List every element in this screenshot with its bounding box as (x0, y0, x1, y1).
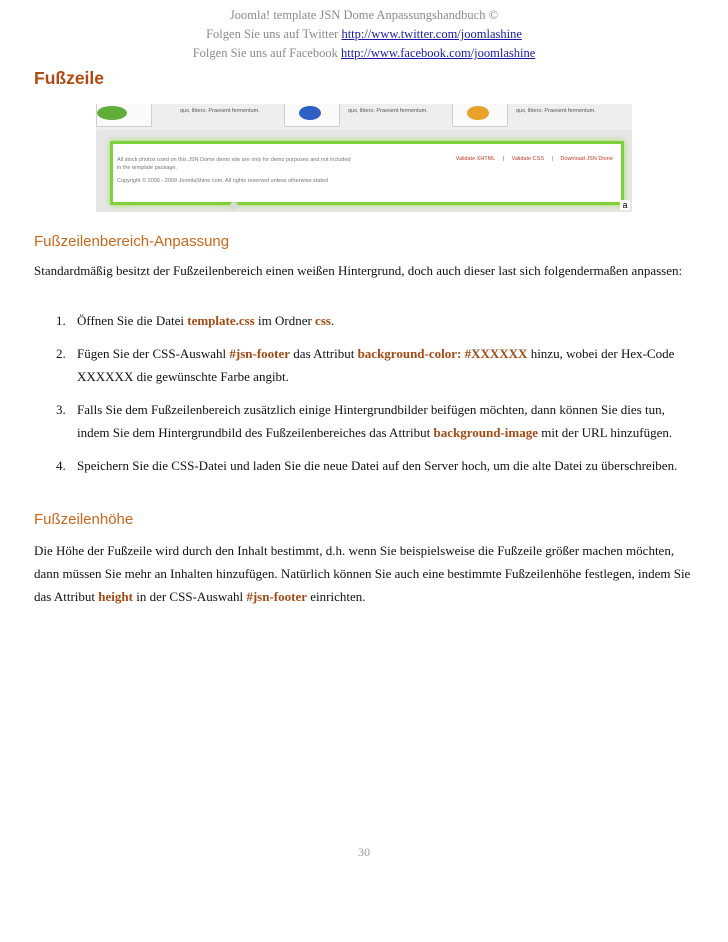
header-facebook-line: Folgen Sie uns auf Facebook http://www.facebook.com/joomlashine (192, 46, 536, 60)
list-item: 1. Öffnen Sie die Datei template.css im Ordner css. (56, 313, 335, 328)
validate-xhtml-link: Validate XHTML (455, 156, 496, 162)
twitter-link[interactable]: http://www.twitter.com/joomlashine (341, 27, 522, 41)
link-separator: | (502, 156, 505, 162)
keyword: background-image (433, 425, 538, 440)
page-number: 30 (358, 845, 370, 859)
list-item: 2. Fügen Sie der CSS-Auswahl #jsn-footer das Attribut background-color: #XXXXXX hinzu, wobei der Hex-Code XXXXXX die gewünschte Farbe angibt. (56, 346, 675, 384)
keyword: css (315, 313, 331, 328)
apple-icon (230, 202, 238, 210)
keyword: #jsn-footer (246, 589, 307, 604)
header-title: Joomla! template JSN Dome Anpassungshandbuch © (229, 8, 499, 22)
list-item: 4. Speichern Sie die CSS-Datei und laden Sie die neue Datei auf den Server hoch, um die alte Datei zu überschreiben. (56, 458, 678, 473)
steps-list (56, 309, 696, 487)
keyword: height (98, 589, 133, 604)
keyword: #jsn-footer (229, 346, 291, 361)
list-item: 3. Falls Sie dem Fußzeilenbereich zusätzlich einige Hintergrundbilder beifügen möchten, dann können Sie dies tun, indem Sie dem Hintergrundbild des Fußzeilenbereiches das Attribut background-image mit der URL hinzufügen. (56, 402, 673, 440)
page-header (0, 6, 728, 63)
subsection-title-height: Fußzeilenhöhe (34, 511, 134, 528)
height-paragraph: Die Höhe der Fußzeile wird durch den Inhalt bestimmt, d.h. wenn Sie beispielsweise die Fußzeile größer machen möchten, dann müssen Sie mehr an Inhalten hinzufügen. Natürlich können Sie auch eine bestimmte Fußzeilenhöhe festlegen, indem Sie das Attribut height in der CSS-Auswahl #jsn-footer einrichten. (34, 543, 691, 604)
facebook-link[interactable]: http://www.facebook.com/joomlashine (340, 46, 536, 60)
thumbnail-image (452, 104, 508, 127)
footer-links (450, 156, 613, 162)
intro-paragraph: Standardmäßig besitzt der Fußzeilenbereich einen weißen Hintergrund, doch auch dieser last sich folgendermaßen anpassen: (34, 263, 683, 278)
download-link: Download JSN Dome (560, 156, 613, 162)
footer-copyright: Copyright © 2006 - 2009 JoomlaShine.com. All rights reserved unless otherwise stated (117, 178, 329, 184)
header-twitter-line: Folgen Sie uns auf Twitter http://www.twitter.com/joomlashine (206, 27, 522, 41)
thumbnail-image (284, 104, 340, 127)
thumbnail-caption: qus, libero. Praesent fermentum. (516, 108, 596, 114)
keyword: template.css (187, 313, 255, 328)
thumbnail-image (96, 104, 152, 127)
corner-logo: a (620, 200, 630, 210)
validate-css-link: Validate CSS (511, 156, 544, 162)
thumbnail-caption: qus, libero. Praesent fermentum. (180, 108, 260, 114)
keyword: background-color: #XXXXXX (357, 346, 528, 361)
section-title: Fußzeile (34, 68, 105, 88)
link-separator: | (551, 156, 553, 162)
footer-notice-1: All stock photos used on this JSN Dome demo site are only for demo purposes and not included (117, 157, 351, 163)
thumbnail-caption: qus, libero. Praesent fermentum. (348, 108, 428, 114)
subsection-title-customization: Fußzeilenbereich-Anpassung (34, 233, 230, 250)
screenshot-top-row (96, 104, 632, 130)
footer-highlight-box (110, 141, 624, 205)
footer-screenshot (96, 104, 632, 212)
footer-notice-2: in the template package. (117, 165, 177, 171)
